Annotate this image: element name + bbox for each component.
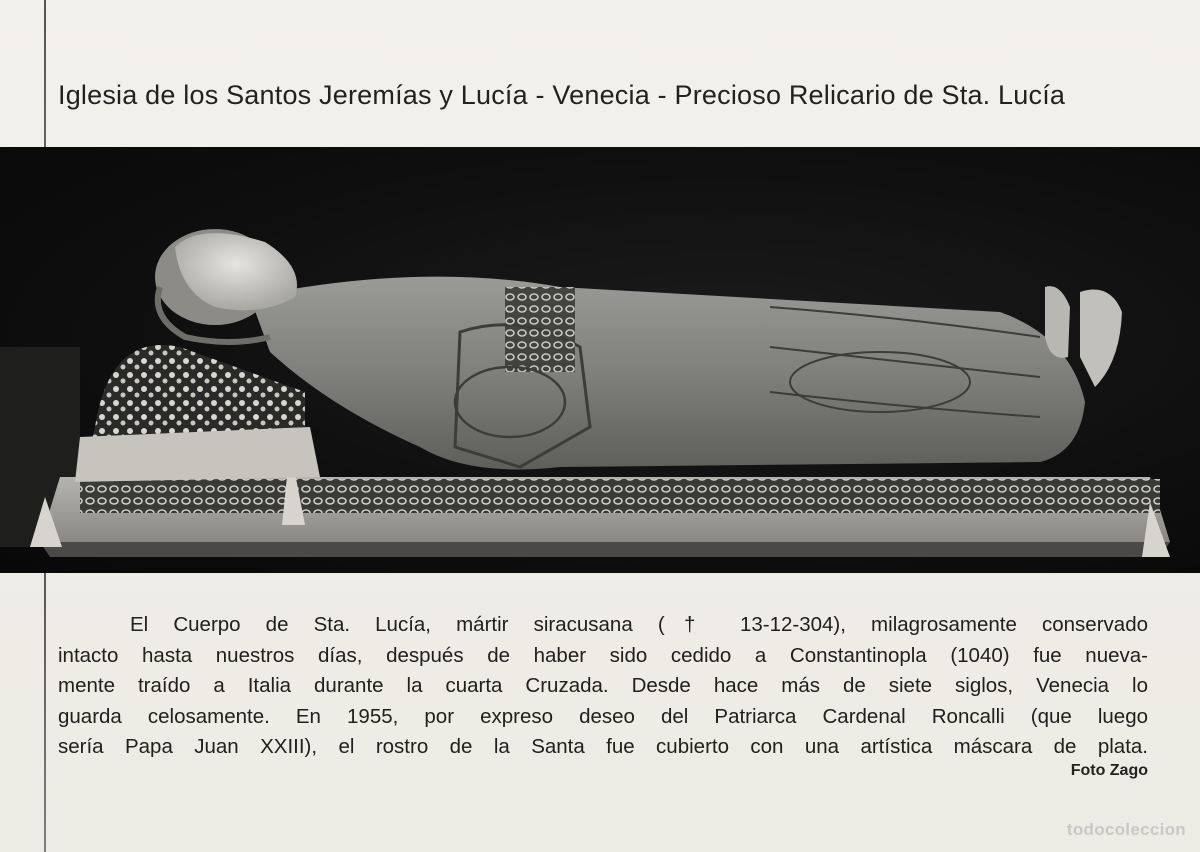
watermark-logo: todocoleccion — [1066, 820, 1186, 839]
description-line-3: mente traído a Italia durante la cuarta Cruzada. Desde hace más de siete siglos, Venecia lo — [58, 674, 1148, 697]
page-title: Iglesia de los Santos Jeremías y Lucía - Venecia - Precioso Relicario de Sta. Lucía — [58, 80, 1066, 110]
description-line-1: El Cuerpo de Sta. Lucía, mártir siracusana († 13-12-304), milagrosamente conservado — [130, 613, 1148, 636]
description-line-5: sería Papa Juan XXIII), el rostro de la Santa fue cubierto con una artística máscara de plata. — [58, 735, 1148, 758]
description-line-4: guarda celosamente. En 1955, por expreso deseo del Patriarca Cardenal Roncalli (que luego — [58, 704, 1148, 728]
reliquary-illustration — [0, 147, 1200, 573]
reliquary-photo — [0, 147, 1200, 573]
description-text — [58, 610, 1148, 763]
photo-credit: Foto Zago — [1070, 762, 1148, 779]
description-line-2: intacto hasta nuestros días, después de haber sido cedido a Constantinopla (1040) fue nueva- — [58, 643, 1148, 667]
